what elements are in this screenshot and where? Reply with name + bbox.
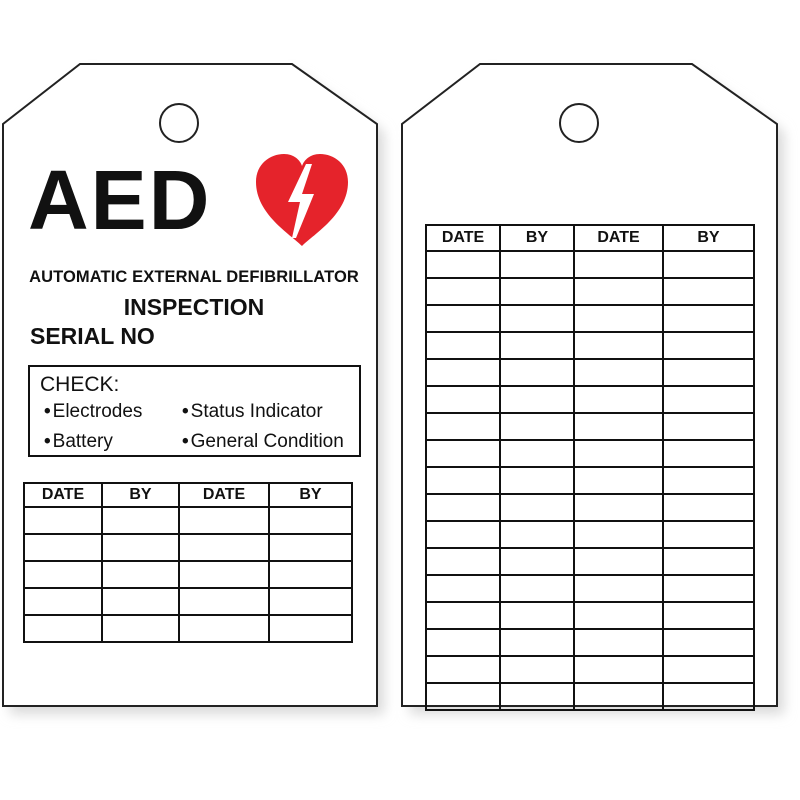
log-row [24,534,352,561]
log-row [426,521,754,548]
log-row [24,588,352,615]
date-cell[interactable] [426,467,500,494]
log-row [24,615,352,642]
by-cell[interactable] [102,534,179,561]
date-cell[interactable] [574,494,663,521]
by-cell[interactable] [269,561,352,588]
by-cell[interactable] [500,413,574,440]
aed-title: AED [28,153,212,247]
date-cell[interactable] [574,521,663,548]
log-row [426,386,754,413]
serial-number-label: SERIAL NO [30,323,155,349]
date-cell[interactable] [574,440,663,467]
by-cell[interactable] [663,656,754,683]
by-cell[interactable] [102,615,179,642]
log-row [426,413,754,440]
by-cell[interactable] [663,386,754,413]
date-cell[interactable] [426,548,500,575]
log-row [426,575,754,602]
by-cell[interactable] [102,588,179,615]
by-cell[interactable] [663,251,754,278]
by-cell[interactable] [500,359,574,386]
date-cell[interactable] [426,332,500,359]
by-cell[interactable] [102,561,179,588]
heart-with-lightning-bolt-icon [252,150,352,250]
by-cell[interactable] [663,683,754,710]
log-header-row [24,483,352,507]
by-cell[interactable] [269,588,352,615]
front-eyelet-hole-icon [160,104,198,142]
log-row [426,629,754,656]
by-column-header: BY [269,483,352,507]
by-column-header: BY [500,225,574,251]
date-cell[interactable] [574,413,663,440]
by-cell[interactable] [500,494,574,521]
by-cell[interactable] [500,467,574,494]
date-cell[interactable] [574,386,663,413]
back-eyelet-hole-icon [560,104,598,142]
log-row [426,305,754,332]
by-cell[interactable] [500,575,574,602]
check-item-general-condition: • General Condition [182,431,344,452]
by-cell[interactable] [500,305,574,332]
date-cell[interactable] [574,278,663,305]
by-cell[interactable] [500,251,574,278]
date-cell[interactable] [574,305,663,332]
by-cell[interactable] [663,575,754,602]
by-cell[interactable] [500,602,574,629]
bullet-icon: • [182,401,189,422]
by-cell[interactable] [663,332,754,359]
date-cell[interactable] [426,494,500,521]
by-cell[interactable] [663,359,754,386]
date-cell[interactable] [574,467,663,494]
date-cell[interactable] [426,602,500,629]
log-row [426,251,754,278]
date-column-header: DATE [179,483,269,507]
front-inspection-log [23,482,353,643]
date-cell[interactable] [24,534,102,561]
by-cell[interactable] [663,413,754,440]
date-cell[interactable] [426,629,500,656]
by-cell[interactable] [663,278,754,305]
date-cell[interactable] [179,615,269,642]
date-cell[interactable] [574,251,663,278]
device-subtitle: AUTOMATIC EXTERNAL DEFIBRILLATOR [29,268,359,286]
log-row [426,494,754,521]
date-cell[interactable] [426,251,500,278]
log-header-row [426,225,754,251]
date-cell[interactable] [426,521,500,548]
by-cell[interactable] [500,683,574,710]
log-row [426,656,754,683]
check-list-box [28,365,361,457]
date-cell[interactable] [24,561,102,588]
date-cell[interactable] [179,534,269,561]
date-cell[interactable] [426,656,500,683]
by-cell[interactable] [663,305,754,332]
log-row [426,467,754,494]
date-cell[interactable] [426,683,500,710]
bullet-icon: • [44,431,51,452]
date-cell[interactable] [179,507,269,534]
check-title: CHECK: [40,373,120,396]
date-cell[interactable] [179,588,269,615]
by-cell[interactable] [500,440,574,467]
check-item-status-indicator: • Status Indicator [182,401,323,422]
by-cell[interactable] [500,521,574,548]
date-column-header: DATE [426,225,500,251]
by-cell[interactable] [500,548,574,575]
date-cell[interactable] [426,575,500,602]
by-cell[interactable] [663,629,754,656]
log-row [24,561,352,588]
by-column-header: BY [102,483,179,507]
by-cell[interactable] [500,386,574,413]
date-cell[interactable] [24,588,102,615]
date-cell[interactable] [426,386,500,413]
date-cell[interactable] [179,561,269,588]
date-column-header: DATE [24,483,102,507]
bullet-icon: • [44,401,51,422]
date-cell[interactable] [574,629,663,656]
bullet-icon: • [182,431,189,452]
by-cell[interactable] [663,467,754,494]
check-item-battery: • Battery [44,431,113,452]
by-cell[interactable] [500,629,574,656]
by-cell[interactable] [102,507,179,534]
date-cell[interactable] [426,440,500,467]
date-cell[interactable] [574,575,663,602]
by-cell[interactable] [500,278,574,305]
date-cell[interactable] [574,359,663,386]
date-cell[interactable] [574,683,663,710]
check-item-electrodes: • Electrodes [44,401,143,422]
log-row [426,359,754,386]
log-row [426,278,754,305]
date-cell[interactable] [574,548,663,575]
log-row [426,548,754,575]
by-cell[interactable] [663,494,754,521]
by-cell[interactable] [663,602,754,629]
by-cell[interactable] [663,548,754,575]
date-column-header: DATE [574,225,663,251]
date-cell[interactable] [426,278,500,305]
by-cell[interactable] [663,440,754,467]
date-cell[interactable] [574,656,663,683]
by-cell[interactable] [500,332,574,359]
by-column-header: BY [663,225,754,251]
inspection-heading: INSPECTION [123,294,265,320]
log-row [426,683,754,710]
date-cell[interactable] [24,615,102,642]
by-cell[interactable] [500,656,574,683]
date-cell[interactable] [426,413,500,440]
back-inspection-log [425,224,755,711]
date-cell[interactable] [24,507,102,534]
by-cell[interactable] [269,507,352,534]
log-row [24,507,352,534]
by-cell[interactable] [269,615,352,642]
log-row [426,440,754,467]
log-row [426,332,754,359]
date-cell[interactable] [574,332,663,359]
by-cell[interactable] [269,534,352,561]
log-row [426,602,754,629]
date-cell[interactable] [574,602,663,629]
date-cell[interactable] [426,305,500,332]
by-cell[interactable] [663,521,754,548]
date-cell[interactable] [426,359,500,386]
